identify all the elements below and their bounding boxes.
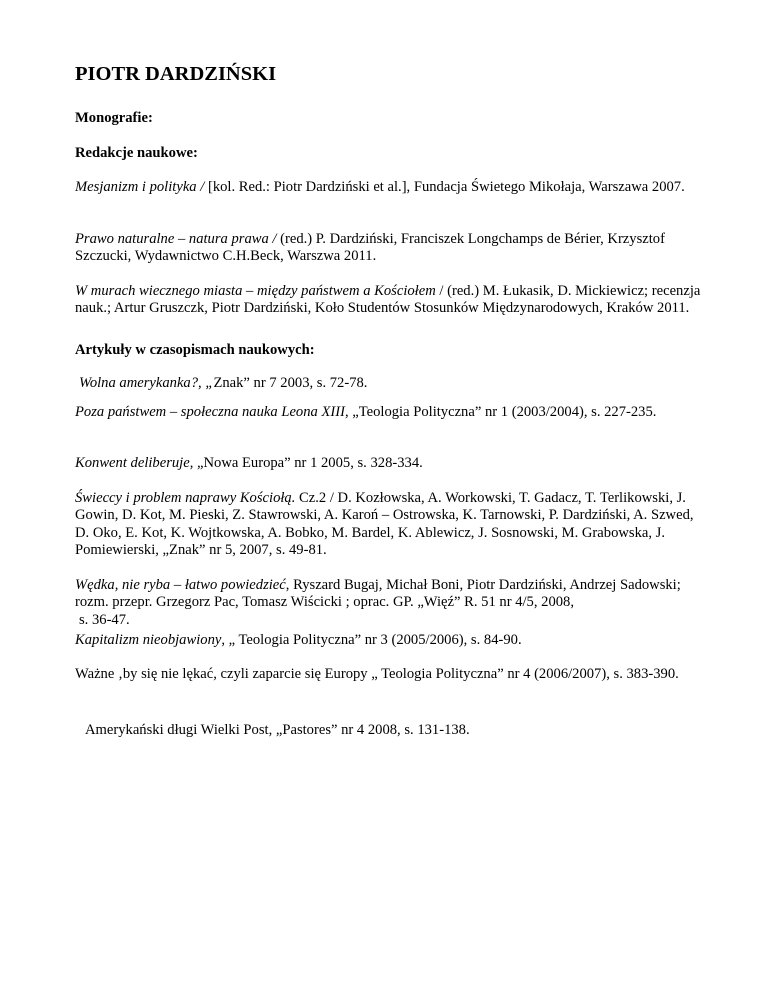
entry-title: Konwent deliberuje bbox=[75, 455, 190, 471]
artykul-entry bbox=[75, 404, 708, 421]
entry-details: [kol. Red.: Piotr Dardziński et al.], Fundacja Świetego Mikołaja, Warszawa 2007. bbox=[207, 179, 685, 195]
artykul-entry bbox=[75, 722, 708, 739]
section-heading-monografie: Monografie: bbox=[75, 110, 153, 126]
redakcje-entry bbox=[75, 179, 708, 196]
entry-pages: s. 36-47. bbox=[79, 611, 130, 628]
entry-details: , „ Teologia Polityczna” nr 3 (2005/2006), s. 84-90. bbox=[221, 632, 522, 648]
entry-details: Cz.2 / D. Kozłowska, A. Workowski, T. Gadacz, T. Terlikowski, J. Gowin, D. Kot, M. Pieski, Z. Stawrowski, A. Karoń – Ostrowska, K. Tarnowski, P. Dardziński, A. Szwed, D. Oko, E. Kot, K. Wojtkowska, A. Bobko, M. Bardel, K. Ablewicz, J. Sosnowski, M. Grabowska, J. Pomiewierski, „Znak” nr 5, 2007, s. 49-81. bbox=[75, 490, 694, 558]
artykul-entry bbox=[75, 375, 708, 392]
entry-title: Prawo naturalne – natura prawa / bbox=[75, 231, 281, 247]
entry-title: Kapitalizm nieobjawiony bbox=[75, 632, 222, 648]
entry-title: Poza państwem – społeczna nauka Leona XIII bbox=[75, 404, 345, 420]
redakcje-entry bbox=[75, 231, 708, 266]
entry-title: Świeccy i problem naprawy Kościołą. bbox=[75, 490, 296, 506]
artykul-entry bbox=[75, 632, 708, 649]
artykul-entry bbox=[75, 490, 708, 559]
artykul-entry bbox=[75, 455, 708, 472]
entry-details: , „Nowa Europa” nr 1 2005, s. 328-334. bbox=[189, 455, 423, 471]
entry-details: (red.) P. Dardziński, Franciszek Longchamps de Bérier, Krzysztof Szczucki, Wydawnictwo C.H.Beck, Warszwa 2011. bbox=[75, 231, 665, 265]
entry-title: W murach wiecznego miasta – między państwem a Kościołem bbox=[75, 283, 436, 299]
entry-details: / (red.) M. Łukasik, D. Mickiewicz; recenzja nauk.; Artur Gruszczk, Piotr Dardziński, Koło Studentów Stosunków Międzynarodowych, Kraków 2011. bbox=[75, 283, 701, 317]
artykul-entry bbox=[75, 666, 708, 683]
entry-details: Amerykański długi Wielki Post, „Pastores” nr 4 2008, s. 131-138. bbox=[85, 722, 470, 738]
entry-details: , Ryszard Bugaj, Michał Boni, Piotr Dardziński, Andrzej Sadowski; rozm. przepr. Grzegorz Pac, Tomasz Wiścicki ; oprac. GP. „Więź” R. 51 nr 4/5, 2008, bbox=[75, 577, 681, 611]
author-name-title: PIOTR DARDZIŃSKI bbox=[75, 63, 277, 85]
entry-details: , „Teologia Polityczna” nr 1 (2003/2004), s. 227-235. bbox=[344, 404, 657, 420]
entry-title: Mesjanizm i polityka / bbox=[75, 179, 208, 195]
entry-details: Ważne ‚by się nie lękać, czyli zaparcie się Europy „ Teologia Polityczna” nr 4 (2006/2007), s. 383-390. bbox=[75, 666, 679, 682]
artykul-entry bbox=[75, 577, 708, 629]
entry-title: Wędka, nie ryba – łatwo powiedzieć bbox=[75, 577, 286, 593]
entry-title: Wolna amerykanka?, „ bbox=[79, 375, 214, 391]
section-heading-redakcje: Redakcje naukowe: bbox=[75, 145, 198, 161]
section-heading-artykuly: Artykuły w czasopismach naukowych: bbox=[75, 342, 315, 358]
entry-details: Znak” nr 7 2003, s. 72-78. bbox=[213, 375, 368, 391]
redakcje-entry bbox=[75, 283, 708, 318]
